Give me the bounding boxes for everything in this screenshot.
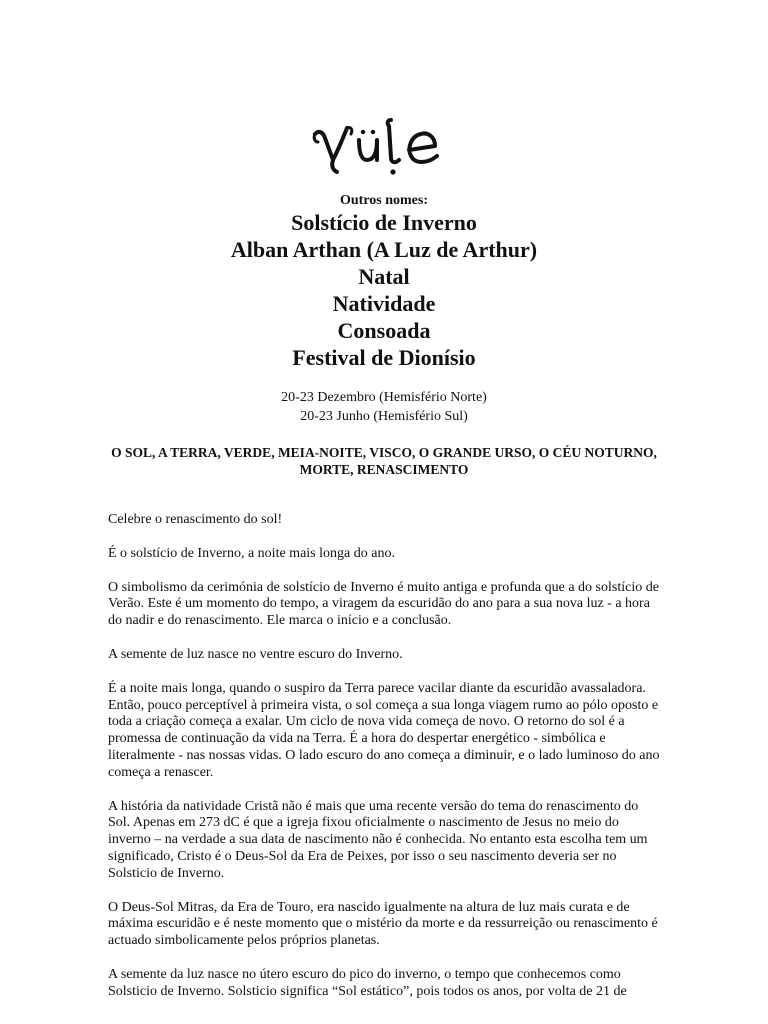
paragraph: Celebre o renascimento do sol! xyxy=(108,512,283,527)
yule-logo xyxy=(0,112,768,182)
other-name-item: Solstício de Inverno xyxy=(291,210,477,235)
other-name-item: Festival de Dionísio xyxy=(292,345,476,370)
body-text xyxy=(108,512,661,1018)
other-name-item: Consoada xyxy=(337,318,431,343)
date-south: 20-23 Junho (Hemisfério Sul) xyxy=(300,409,468,424)
paragraph: É a noite mais longa, quando o suspiro da Terra parece vacilar diante da escuridão avassaladora. Então, pouco perceptível à primeira vista, o sol começa a sua longa viagem rumo ao pólo oposto e toda a criação começa a exalar. Um ciclo de nova vida começa de novo. O retorno do sol é a promessa de continuação da vida na Terra. É a hora do despertar energético - simbólica e literalmente - nas nossas vidas. O lado escuro do ano começa a diminuir, e o lado luminoso do ano começa a renascer. xyxy=(108,680,660,780)
other-name-item: Natividade xyxy=(332,291,436,316)
paragraph: O simbolismo da cerimónia de solstício de Inverno é muito antiga e profunda que a do solstício de Verão. Este é um momento do tempo, a viragem da escuridão do ano para a sua nova luz - a hora do nadir e do renascimento. Ele marca o início e a conclusão. xyxy=(108,579,659,629)
paragraph: O Deus-Sol Mitras, da Era de Touro, era nascido igualmente na altura de luz mais curata e de máxima escuridão e é neste momento que o mistério da morte e da ressurreição ou renascimento é actuado simbolicamente pelos próprios planetas. xyxy=(108,899,658,949)
date-north: 20-23 Dezembro (Hemisfério Norte) xyxy=(281,390,487,405)
paragraph: A história da natividade Cristã não é mais que uma recente versão do tema do renascimento do Sol. Apenas em 273 dC é que a igreja fixou oficialmente o nascimento de Jesus no meio do inverno – na verdade a sua data de nascimento não é conhecida. No entanto esta escolha tem um significado, Cristo é o Deus-Sol da Era de Peixes, por isso o seu nascimento deveria ser no Solsticio de Inverno. xyxy=(108,798,648,881)
dates-block xyxy=(0,388,768,426)
paragraph: A semente de luz nasce no ventre escuro do Inverno. xyxy=(108,646,403,662)
paragraph: É o solstício de Inverno, a noite mais longa do ano. xyxy=(108,545,395,561)
other-name-item: Alban Arthan (A Luz de Arthur) xyxy=(230,237,538,262)
paragraph: A semente da luz nasce no útero escuro do pico do inverno, o tempo que conhecemos como Solsticio de Inverno. Solsticio significa “Sol estático”, pois todos os anos, por volta de 21 de xyxy=(108,966,627,999)
yule-logo-image xyxy=(309,112,459,182)
other-names-list xyxy=(0,209,768,371)
other-name-item: Natal xyxy=(358,264,410,289)
other-names-label: Outros nomes: xyxy=(339,193,429,208)
keywords-heading: O SOL, A TERRA, VERDE, MEIA-NOITE, VISCO, O GRANDE URSO, O CÉU NOTURNO, MORTE, RENASCIMENTO xyxy=(111,445,657,477)
